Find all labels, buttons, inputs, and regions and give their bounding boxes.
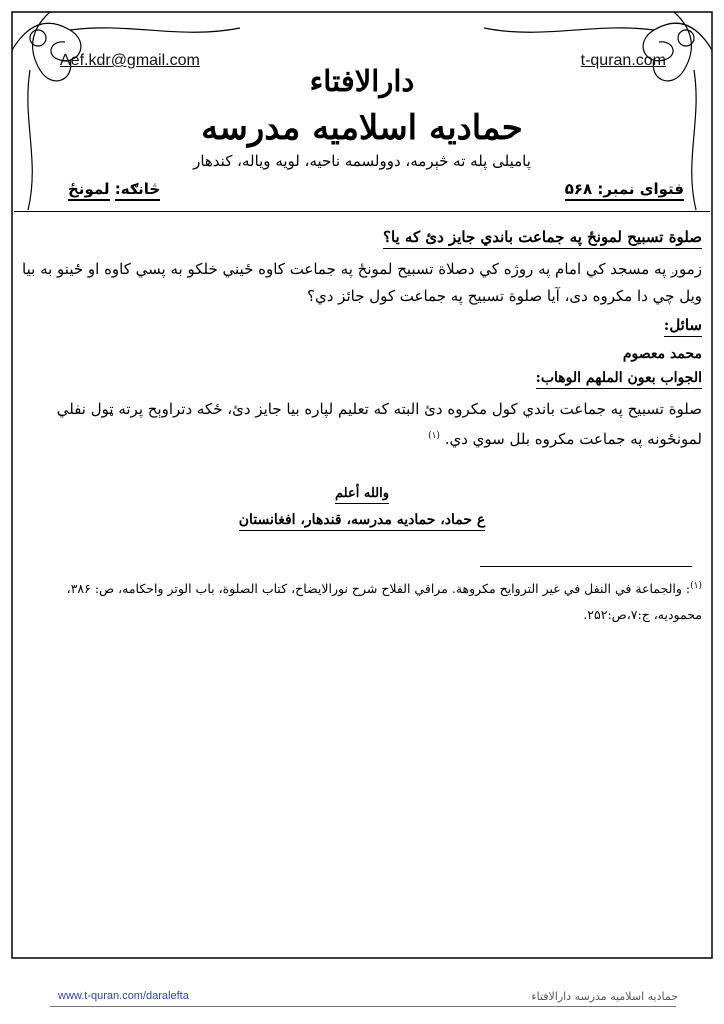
footnote [16,573,702,628]
fatwa-number-label: فتوای نمبر: [597,180,684,198]
answer-label [16,370,702,386]
dar-al-ifta-heading: دارالافتاء [309,64,415,98]
contact-email[interactable]: Aef.kdr@gmail.com [60,52,200,69]
asker-label [16,316,702,334]
footer-caption: حمادیه اسلامیه مدرسه دارالافتاء [531,990,678,1003]
asker-label-text: سائل: [664,316,702,337]
topic-field [68,180,160,198]
fatwa-number-value: ۵۶۸ [564,180,593,198]
question-body: زموږ په مسجد کي امام په روژه کي دصلاة تسبیح لمونځ په جماعت کاوه ځیني خلکو به پسي کاوه او ځینو به بیا ویل چي دا مکروه دی، آیا صلوة تسبیح په جماعت کول جائز دي؟ [22,260,702,305]
header-divider [14,211,710,212]
topic-label: څانګه: [115,180,160,201]
madrasa-title: حمادیه اسلامیه مدرسه [201,108,523,148]
topic-value: لمونځ [68,180,110,201]
mufti-signature [0,512,724,528]
footnote-marker: (۱) [690,581,702,591]
wallah-alam-text: والله أعلم [335,486,389,504]
address-line: پامیلی پله ته څېرمه، دوولسمه ناحیه، لویه ویاله، کندهار [193,152,531,170]
question-title [16,228,702,246]
footer-link[interactable]: www.t-quran.com/daralefta [58,990,189,1002]
footer-divider [50,1006,676,1007]
answer-label-text: الجواب بعون الملهم الوهاب: [536,370,702,389]
footnote-reference[interactable]: (۱) [428,431,440,441]
fatwa-number [565,180,684,201]
signature-text: ع حماد، حمادیه مدرسه، قندهار، افغانستان [239,512,485,531]
answer-text: صلوة تسبیح په جماعت باندي کول مکروه دئ البته که تعلیم لپاره بیا جایز دئ، ځکه دتراوېح پرته ټول نفلي لمونځونه په جماعت مکروه بلل سوي دي. [56,400,702,448]
footnote-text: : والجماعة في النفل في غير التروايح مكروهة. مراقي الفلاح شرح نورالایضاح، كتاب الصلوة، باب الوتر واحكامه، ص: ۳۸۶، محموديه، ج:۷،ص:۲۵۲. [66,581,702,623]
question-title-text: صلوة تسبیح لمونځ په جماعت باندي جایز دئ که یا؟ [383,228,702,249]
wallah-alam [0,486,724,501]
website-link[interactable]: t-quran.com [580,52,666,69]
asker-name: محمد معصوم [622,346,702,362]
footnote-divider [480,566,692,567]
answer-body [16,396,702,453]
